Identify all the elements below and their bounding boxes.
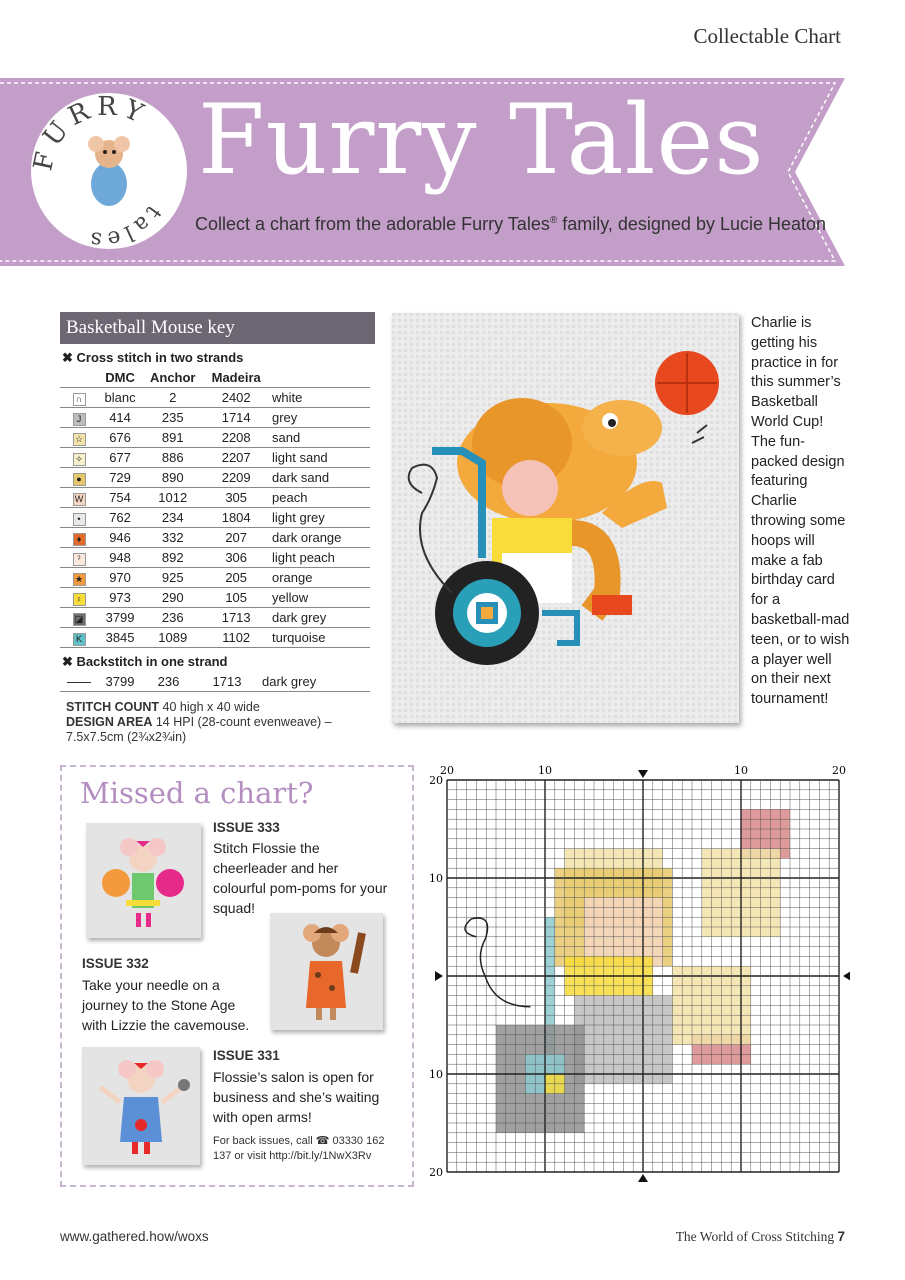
preview-description: Charlie is getting his practice in for this summer’s Basketball World Cup! The fun-packed design featuring Charlie throwing some hoops will make a fab birthday card for a basketball-mad teen, or to wish a player well on their next tournament! bbox=[751, 315, 850, 708]
thread-symbol-icon: ☆ bbox=[73, 433, 86, 446]
centre-marker-icon bbox=[638, 770, 648, 778]
svg-text:FURRY: FURRY bbox=[30, 92, 153, 174]
issue-333-label: ISSUE 333 bbox=[213, 820, 280, 835]
chart-tick-label: 20 bbox=[832, 764, 846, 777]
table-row: 3799 236 1713 dark grey bbox=[60, 672, 370, 692]
issue-332-label: ISSUE 332 bbox=[82, 956, 149, 971]
thread-symbol-icon: ★ bbox=[73, 573, 86, 586]
table-row: ● 729 890 2209 dark sand bbox=[60, 468, 370, 488]
table-row: ☆ 676 891 2208 sand bbox=[60, 428, 370, 448]
issue-331-label: ISSUE 331 bbox=[213, 1048, 280, 1063]
thread-symbol-icon: ˀ bbox=[73, 553, 86, 566]
key-title: Basketball Mouse key bbox=[60, 312, 375, 344]
thread-symbol-icon: • bbox=[73, 513, 86, 526]
table-row: K 3845 1089 1102 turquoise bbox=[60, 628, 370, 648]
thread-symbol-icon: J bbox=[73, 413, 86, 426]
chart-tick-label: 20 bbox=[430, 1166, 443, 1179]
centre-marker-icon bbox=[843, 971, 850, 981]
thread-symbol-icon: ◪ bbox=[73, 613, 86, 626]
back-issues-info: For back issues, call ☎ 03330 162 137 or visit http://bit.ly/1NwX3Rv bbox=[213, 1135, 385, 1162]
issue-331-text: Flossie’s salon is open for business and she’s waiting with open arms! bbox=[213, 1069, 380, 1125]
issue-333-thumbnail[interactable] bbox=[86, 823, 201, 938]
table-row: ˀ 948 892 306 light peach bbox=[60, 548, 370, 568]
chart-tick-label: 10 bbox=[430, 1068, 443, 1081]
issue-332-thumbnail[interactable] bbox=[270, 913, 383, 1030]
col-madeira: Madeira bbox=[203, 368, 269, 388]
centre-marker-icon bbox=[435, 971, 443, 981]
stitched-preview bbox=[392, 313, 739, 723]
footer-url[interactable]: www.gathered.how/woxs bbox=[60, 1229, 209, 1244]
chart-tick-label: 20 bbox=[440, 764, 454, 777]
footer-magazine: The World of Cross Stitching 7 bbox=[675, 1229, 845, 1244]
table-row: J 414 235 1714 grey bbox=[60, 408, 370, 428]
backstitch-table bbox=[60, 672, 370, 692]
table-row: ♀ 973 290 105 yellow bbox=[60, 588, 370, 608]
thread-symbol-icon: ∩ bbox=[73, 393, 86, 406]
key-table bbox=[60, 368, 370, 648]
table-row: ✧ 677 886 2207 light sand bbox=[60, 448, 370, 468]
furry-tales-logo bbox=[30, 92, 188, 250]
centre-marker-icon bbox=[638, 1174, 648, 1182]
chart-tick-label: 10 bbox=[734, 764, 748, 777]
table-row: W 754 1012 305 peach bbox=[60, 488, 370, 508]
thread-symbol-icon: ✧ bbox=[73, 453, 86, 466]
table-row: • 762 234 1804 light grey bbox=[60, 508, 370, 528]
page-title: Furry Tales bbox=[198, 84, 765, 196]
table-row: ◪ 3799 236 1713 dark grey bbox=[60, 608, 370, 628]
issue-331-thumbnail[interactable] bbox=[82, 1047, 200, 1165]
col-anchor: Anchor bbox=[142, 368, 203, 388]
thread-symbol-icon: ♀ bbox=[73, 593, 86, 606]
thread-symbol-icon: ♦ bbox=[73, 533, 86, 546]
thread-symbol-icon: ● bbox=[73, 473, 86, 486]
thread-symbol-icon: K bbox=[73, 633, 86, 646]
chart-tick-label: 10 bbox=[538, 764, 552, 777]
colour-key bbox=[60, 312, 375, 692]
section-label: Collectable Chart bbox=[693, 24, 841, 48]
backstitch-heading: ✖ Backstitch in one strand bbox=[62, 654, 228, 669]
missed-title: Missed a chart? bbox=[80, 776, 314, 810]
stitch-count: STITCH COUNT 40 high x 40 wide DESIGN AREA 14 HPI (28-count evenweave) – 7.5x7.5cm (2¾x2¾in) bbox=[66, 700, 332, 744]
issue-332-text: Take your needle on a journey to the Stone Age with Lizzie the cavemouse. bbox=[82, 977, 250, 1033]
chart-tick-label: 10 bbox=[430, 872, 443, 885]
chart-tick-label: 20 bbox=[430, 774, 443, 787]
issue-333-text: Stitch Flossie the cheerleader and her colourful pom-poms for your squad! bbox=[213, 840, 388, 916]
table-row: ♦ 946 332 207 dark orange bbox=[60, 528, 370, 548]
backstitch-line-icon bbox=[60, 672, 98, 692]
svg-text:tales: tales bbox=[85, 200, 166, 250]
cross-stitch-heading: ✖ Cross stitch in two strands bbox=[62, 350, 244, 365]
page-subtitle: Collect a chart from the adorable Furry Tales® family, designed by Lucie Heaton bbox=[195, 214, 827, 234]
cross-stitch-chart bbox=[430, 760, 850, 1190]
table-row: ∩ blanc 2 2402 white bbox=[60, 388, 370, 408]
col-dmc: DMC bbox=[98, 368, 142, 388]
table-row: ★ 970 925 205 orange bbox=[60, 568, 370, 588]
thread-symbol-icon: W bbox=[73, 493, 86, 506]
